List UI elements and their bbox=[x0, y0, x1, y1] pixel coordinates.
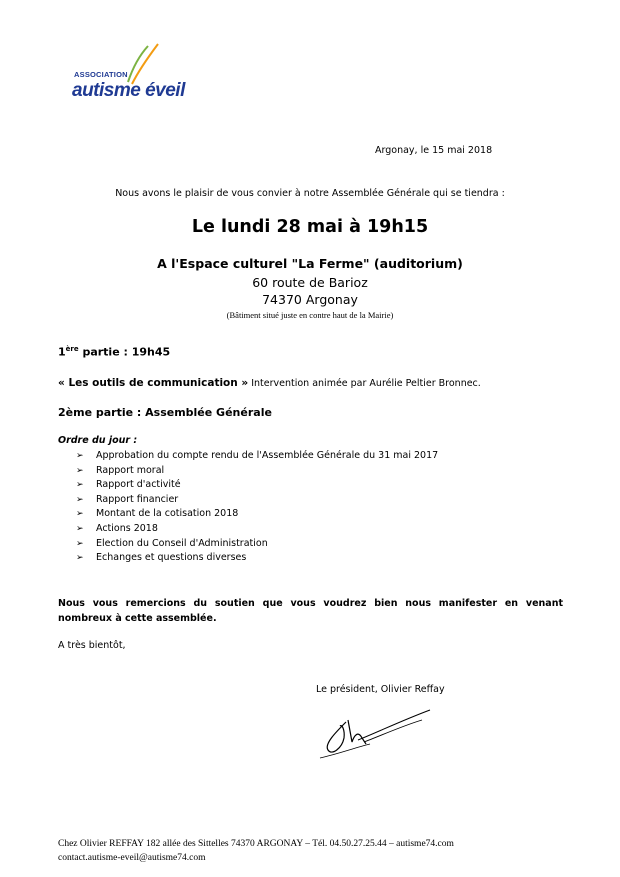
list-item bbox=[76, 478, 438, 493]
part1-heading bbox=[58, 345, 170, 359]
address-street: 60 route de Barioz bbox=[252, 275, 368, 290]
agenda-item-text: Election du Conseil d'Administration bbox=[96, 537, 268, 549]
part1-superscript: ère bbox=[65, 345, 79, 353]
address-note: (Bâtiment situé juste en contre haut de la Mairie) bbox=[226, 310, 394, 320]
agenda-title: Ordre du jour : bbox=[58, 435, 138, 446]
list-item bbox=[76, 464, 438, 479]
agenda-item-text: Montant de la cotisation 2018 bbox=[96, 508, 239, 520]
talk-description: Intervention animée par Aurélie Peltier Bronnec. bbox=[248, 378, 481, 389]
arrow-bullet-icon: ➢ bbox=[76, 480, 84, 491]
logo-name-text: autisme éveil bbox=[72, 80, 185, 101]
intro-text: Nous avons le plaisir de vous convier à notre Assemblée Générale qui se tiendra : bbox=[115, 188, 505, 199]
association-logo bbox=[70, 42, 185, 122]
arrow-bullet-icon: ➢ bbox=[76, 465, 84, 476]
arrow-bullet-icon: ➢ bbox=[76, 494, 84, 505]
agenda-list bbox=[76, 449, 438, 566]
arrow-bullet-icon: ➢ bbox=[76, 509, 84, 520]
address-city: 74370 Argonay bbox=[262, 292, 358, 307]
thanks-paragraph: Nous vous remercions du soutien que vous voudrez bien nous manifester en venant nombreux à cette assemblée. bbox=[58, 598, 563, 624]
closing-text: A très bientôt, bbox=[58, 640, 126, 651]
part2-heading: 2ème partie : Assemblée Générale bbox=[58, 406, 272, 419]
part1-rest: partie : 19h45 bbox=[78, 345, 171, 359]
list-item bbox=[76, 537, 438, 552]
list-item bbox=[76, 551, 438, 566]
list-item bbox=[76, 493, 438, 508]
agenda-item-text: Rapport moral bbox=[96, 464, 165, 476]
event-date: Le lundi 28 mai à 19h15 bbox=[191, 217, 429, 237]
arrow-bullet-icon: ➢ bbox=[76, 451, 84, 461]
agenda-item-text: Echanges et questions diverses bbox=[96, 552, 247, 564]
list-item bbox=[76, 449, 438, 464]
part1-number: 1 bbox=[58, 345, 66, 359]
talk-title: « Les outils de communication » bbox=[58, 377, 249, 389]
list-item bbox=[76, 522, 438, 537]
agenda-item-text: Rapport d'activité bbox=[96, 479, 181, 491]
signatory-name: Le président, Olivier Reffay bbox=[316, 684, 445, 695]
talk-line bbox=[58, 377, 481, 389]
arrow-bullet-icon: ➢ bbox=[76, 553, 84, 564]
logo-association-text: ASSOCIATION bbox=[74, 70, 128, 79]
footer-email: contact.autisme-eveil@autisme74.com bbox=[58, 852, 206, 863]
arrow-bullet-icon: ➢ bbox=[76, 538, 84, 549]
agenda-item-text: Rapport financier bbox=[96, 493, 179, 505]
signature-image bbox=[318, 702, 438, 762]
list-item bbox=[76, 507, 438, 522]
arrow-bullet-icon: ➢ bbox=[76, 523, 84, 534]
footer-address: Chez Olivier REFFAY 182 allée des Sittelles 74370 ARGONAY – Tél. 04.50.27.25.44 – autisme74.com bbox=[58, 839, 454, 849]
agenda-item-text: Actions 2018 bbox=[96, 522, 158, 534]
venue-name: A l'Espace culturel "La Ferme" (auditorium) bbox=[157, 256, 463, 271]
footer bbox=[58, 838, 454, 865]
agenda-item-text: Approbation du compte rendu de l'Assemblée Générale du 31 mai 2017 bbox=[96, 450, 439, 461]
letter-date: Argonay, le 15 mai 2018 bbox=[375, 145, 493, 156]
